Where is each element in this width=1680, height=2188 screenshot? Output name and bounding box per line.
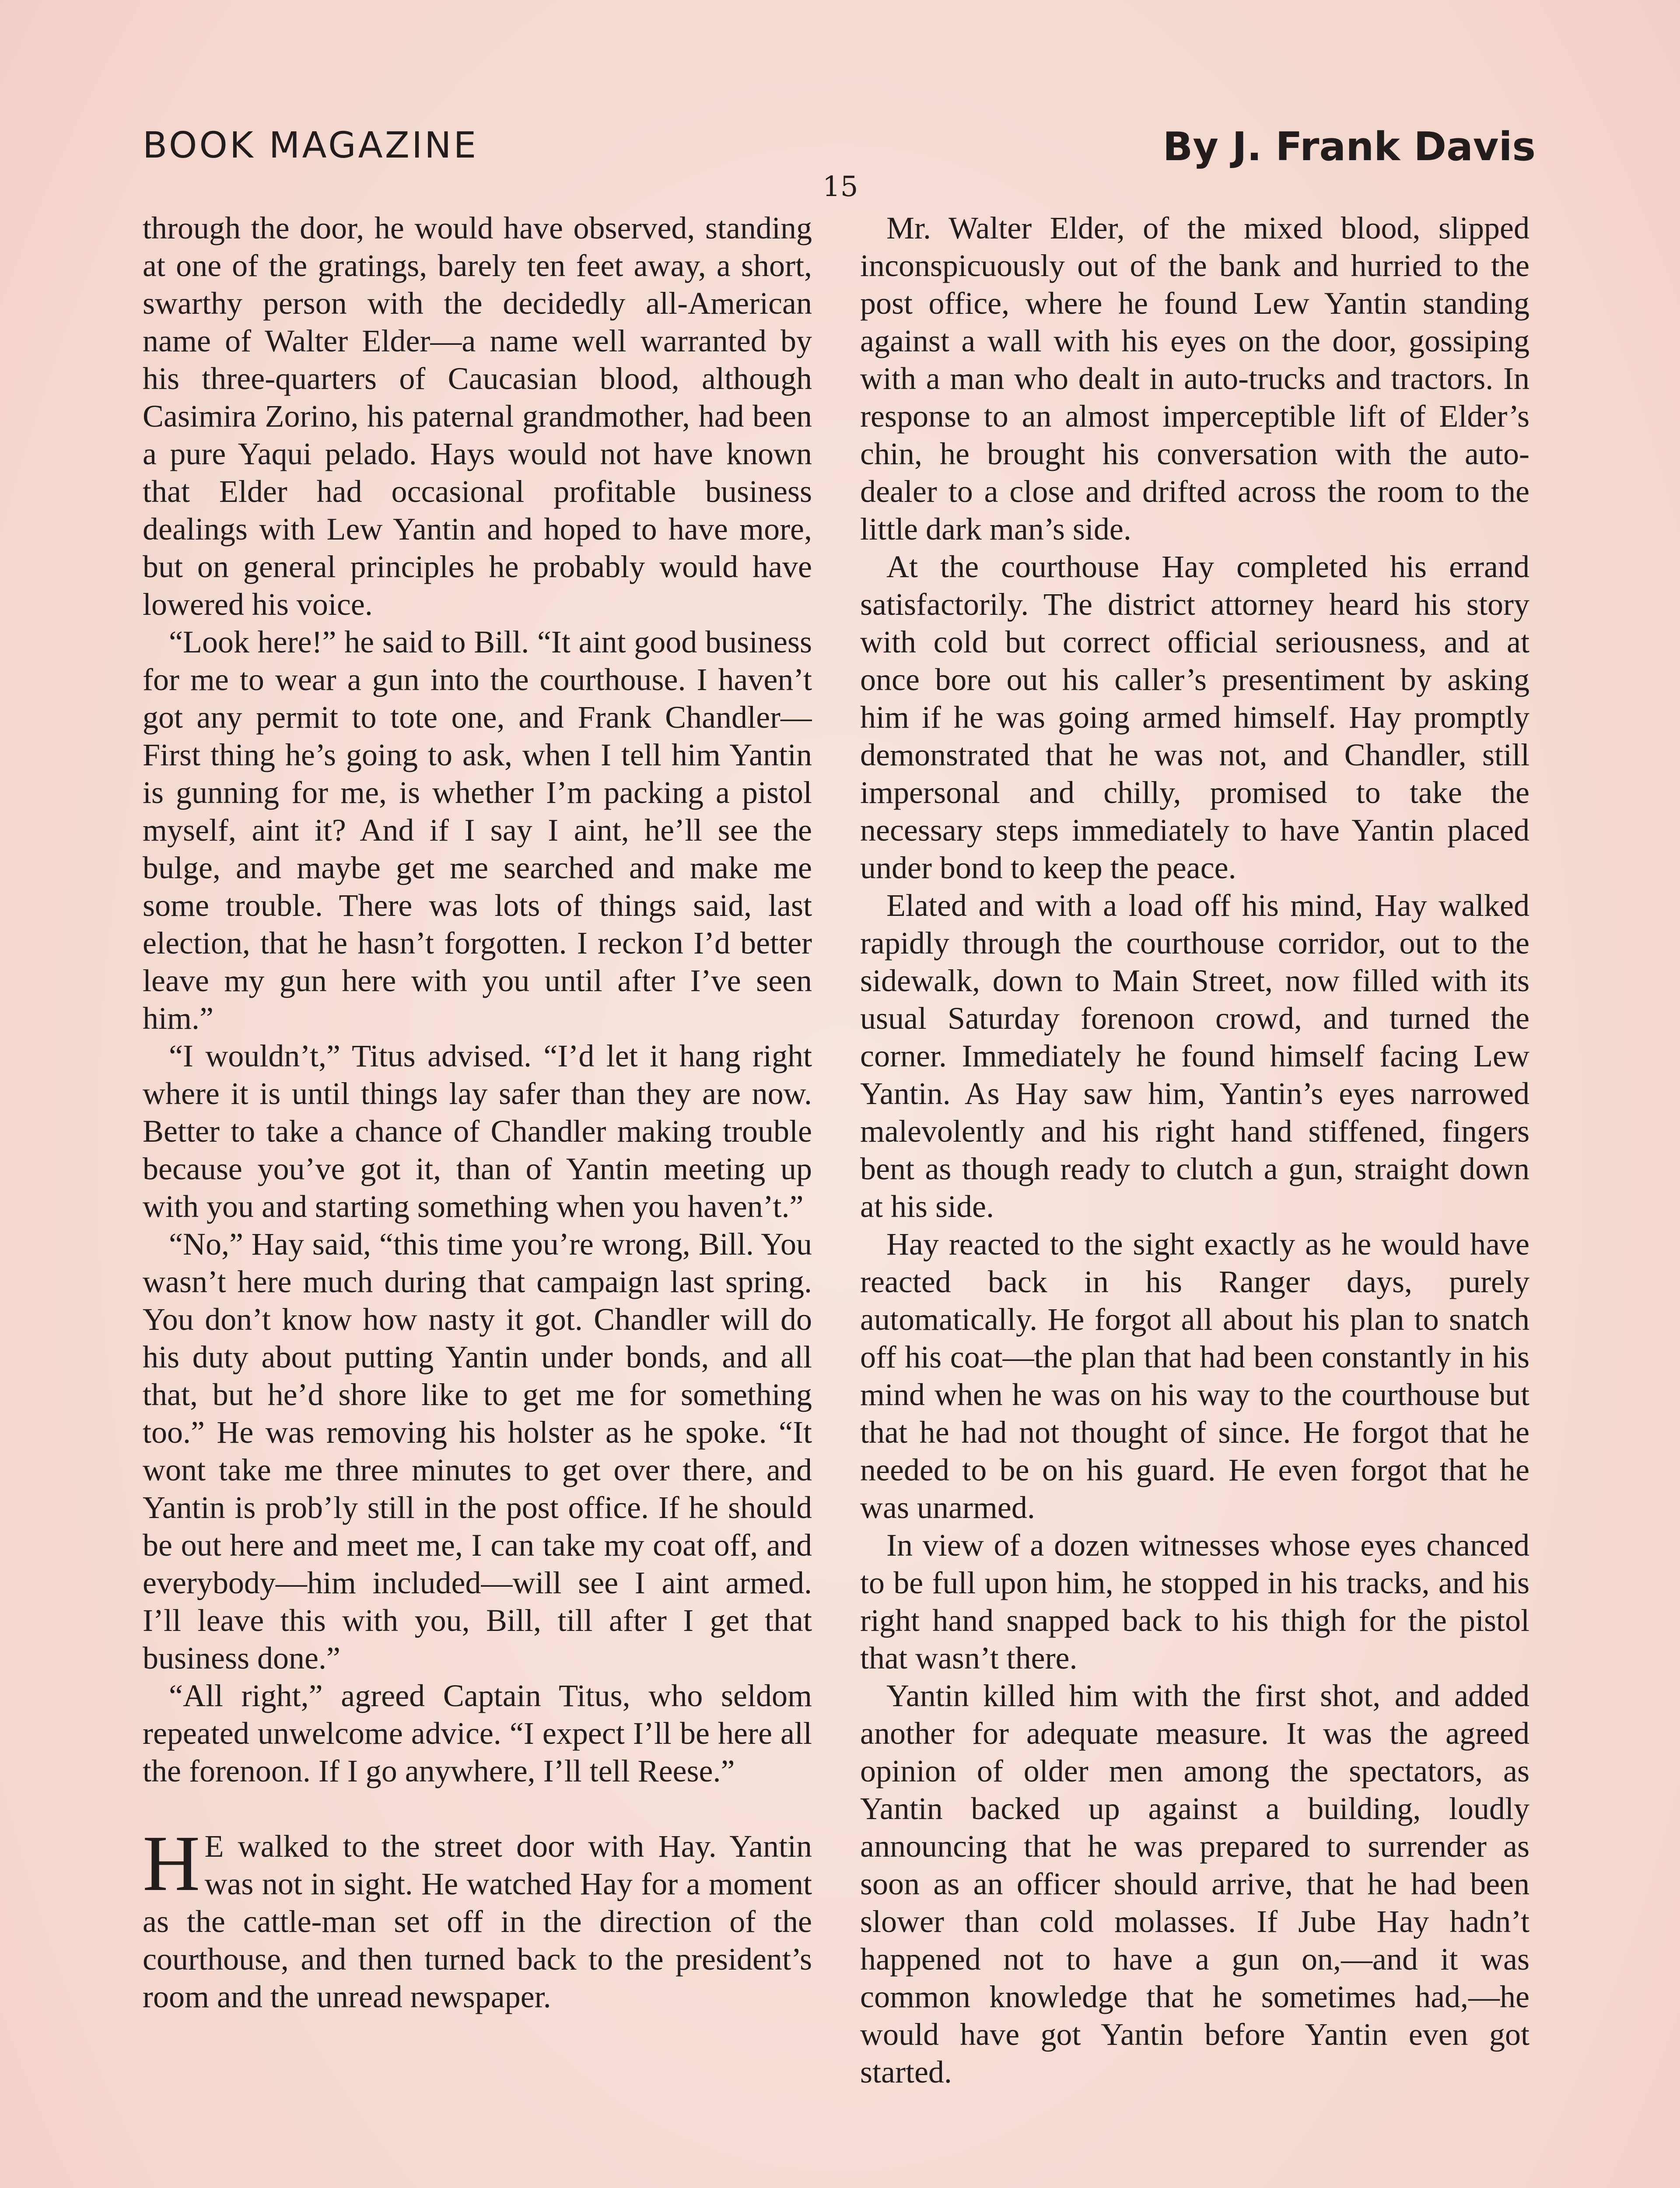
right-paragraph: Hay reacted to the sight exactly as he would have reacted back in his Ranger days, purely automatically. He forgot all about his plan to snatch off his coat—the plan that had been constantly in his mind when he was on his way to the courthouse but that he had not thought of since. He forgot that he needed to be on his guard. He even forgot that he was unarmed. — [860, 1227, 1530, 1525]
section-start-paragraph — [143, 1820, 812, 2016]
running-header — [143, 116, 1536, 168]
author-byline: By J. Frank Davis — [1162, 124, 1536, 170]
left-paragraph: “All right,” agreed Captain Titus, who seldom repeated unwelcome advice. “I expect I’ll be here all the forenoon. If I go anywhere, I’ll tell Reese.” — [143, 1678, 812, 1788]
magazine-title: BOOK MAGAZINE — [143, 125, 479, 166]
right-paragraph: Elated and with a load off his mind, Hay walked rapidly through the courthouse corridor, out to the sidewalk, down to Main Street, now filled with its usual Saturday forenoon crowd, and turned the corner. Immediately he found himself facing Lew Yantin. As Hay saw him, Yantin’s eyes narrowed malevolently and his right hand stiffened, fingers bent as though ready to clutch a gun, straight down at his side. — [860, 888, 1530, 1224]
page-number: 15 — [822, 171, 858, 203]
left-column — [143, 209, 812, 2188]
right-paragraph: Mr. Walter Elder, of the mixed blood, slipped inconspicuously out of the bank and hurried to the post office, where he found Lew Yantin standing against a wall with his eyes on the door, gossiping with a man who dealt in auto-trucks and tractors. In response to an almost imperceptible lift of Elder’s chin, he brought his conversation with the auto-dealer to a close and drifted across the room to the little dark man’s side. — [860, 210, 1530, 547]
section-start-text: E walked to the street door with Hay. Yantin was not in sight. He watched Hay for a moment as the cattle-man set off in the direction of the courthouse, and then turned back to the president’s room and the unread newspaper. — [143, 1829, 812, 2014]
right-paragraph: Yantin killed him with the first shot, and added another for adequate measure. It was the agreed opinion of older men among the spectators, as Yantin backed up against a building, loudly announcing that he was prepared to surrender as soon as an officer should arrive, that he had been slower than cold molasses. If Jube Hay hadn’t happened not to have a gun on,—and it was common knowledge that he sometimes had,—he would have got Yantin before Yantin even got started. — [860, 1678, 1530, 2090]
left-paragraph: “Look here!” he said to Bill. “It aint good business for me to wear a gun into the courthouse. I haven’t got any permit to tote one, and Frank Chandler— First thing he’s going to ask, when I tell him Yantin is gunning for me, is whether I’m packing a pistol myself, aint it? And if I say I aint, he’ll see the bulge, and maybe get me searched and make me some trouble. There was lots of things said, last election, that he hasn’t forgotten. I reckon I’d better leave my gun here with you until after I’ve seen him.” — [143, 624, 812, 1036]
right-column — [860, 209, 1530, 2188]
right-paragraph: In view of a dozen witnesses whose eyes chanced to be full upon him, he stopped in his tracks, and his right hand snapped back to his thigh for the pistol that wasn’t there. — [860, 1528, 1530, 1676]
left-paragraph: “I wouldn’t,” Titus advised. “I’d let it hang right where it is until things lay safer than they are now. Better to take a chance of Chandler making trouble because you’ve got it, than of Yantin meeting up with you and starting something when you haven’t.” — [143, 1038, 812, 1224]
right-paragraph: At the courthouse Hay completed his errand satisfactorily. The district attorney heard his story with cold but correct official seriousness, and at once bore out his caller’s presentiment by asking him if he was going armed himself. Hay promptly demonstrated that he was not, and Chandler, still impersonal and chilly, promised to take the necessary steps immediately to have Yantin placed under bond to keep the peace. — [860, 549, 1530, 885]
left-paragraph: “No,” Hay said, “this time you’re wrong, Bill. You wasn’t here much during that campaign last spring. You don’t know how nasty it got. Chandler will do his duty about putting Yantin under bonds, and all that, but he’d shore like to get me for something too.” He was removing his holster as he spoke. “It wont take me three minutes to get over there, and Yantin is prob’ly still in the post office. If he should be out here and meet me, I can take my coat off, and everybody—him included—will see I aint armed. I’ll leave this with you, Bill, till after I get that business done.” — [143, 1227, 812, 1676]
left-paragraph: through the door, he would have observed, standing at one of the gratings, barely ten feet away, a short, swarthy person with the decidedly all-American name of Walter Elder—a name well warranted by his three-quarters of Caucasian blood, although Casimira Zorino, his paternal grandmother, had been a pure Yaqui pelado. Hays would not have known that Elder had occasional profitable business dealings with Lew Yantin and hoped to have more, but on general principles he probably would have lowered his voice. — [143, 210, 812, 622]
drop-cap: H — [143, 1820, 200, 1907]
